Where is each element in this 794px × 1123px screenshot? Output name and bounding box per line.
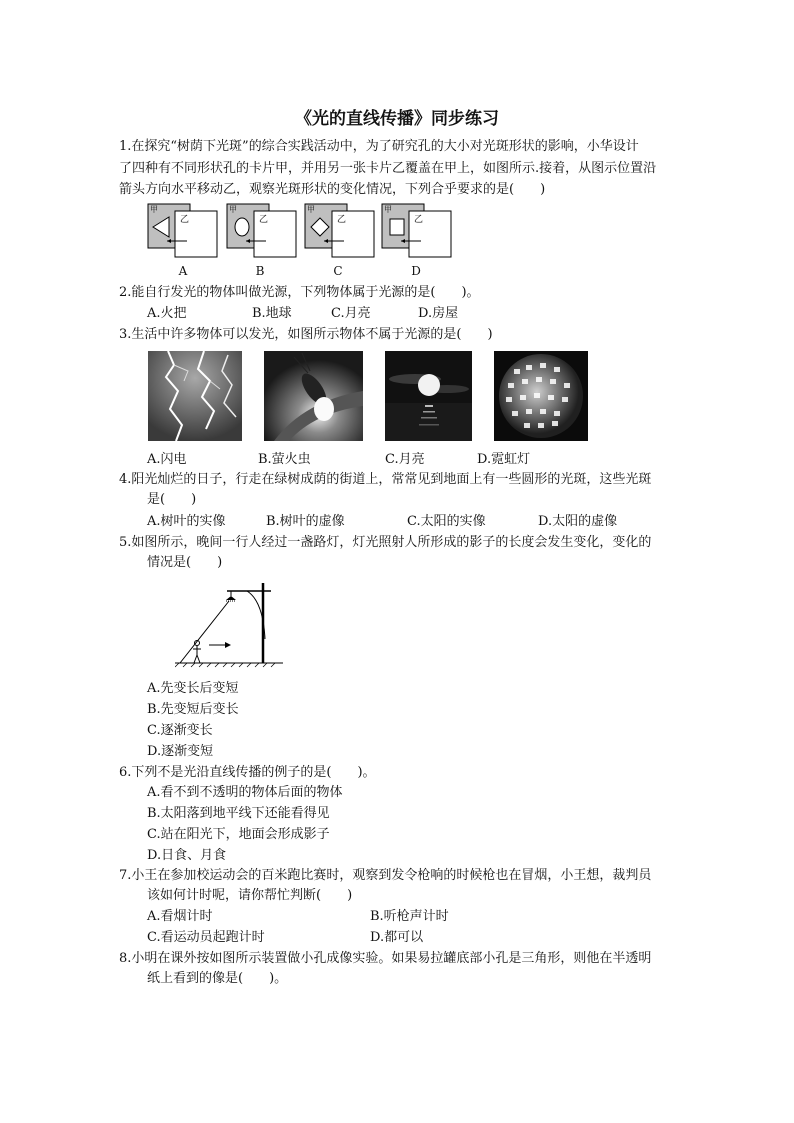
- q2-option-a: A.火把: [147, 306, 187, 321]
- q1-card-jia: 甲: [384, 205, 392, 214]
- q7-option-b: B.听枪声计时: [370, 909, 449, 924]
- q1-figure-b: [226, 203, 298, 259]
- q5-option-c: C.逐渐变长: [147, 723, 213, 738]
- q2-option-b: B.地球: [252, 306, 292, 321]
- q5-line-2: 情况是( ): [147, 555, 223, 570]
- q1-card-yi: 乙: [259, 215, 269, 225]
- q4-option-c: C.太阳的实像: [407, 514, 486, 529]
- q7-line-1: 7.小王在参加校运动会的百米跑比赛时，观察到发令枪响的时候枪也在冒烟，小王想，裁判员: [119, 868, 652, 883]
- q6-stem: 6.下列不是光沿直线传播的例子的是( )。: [119, 765, 376, 780]
- q2-option-c: C.月亮: [331, 306, 371, 321]
- q7-option-c: C.看运动员起跑计时: [147, 930, 265, 945]
- q5-option-b: B.先变短后变长: [147, 702, 239, 717]
- q6-option-c: C.站在阳光下，地面会形成影子: [147, 827, 330, 842]
- q5-option-d: D.逐渐变短: [147, 744, 214, 759]
- q5-line-1: 5.如图所示，晚间一行人经过一盏路灯，灯光照射人所形成的影子的长度会发生变化，变化的: [119, 535, 652, 550]
- q2-stem: 2.能自行发光的物体叫做光源，下列物体属于光源的是( )。: [119, 285, 480, 300]
- streetlamp-figure: [175, 579, 285, 669]
- q5-option-a: A.先变长后变短: [147, 681, 239, 696]
- q8-line-1: 8.小明在课外按如图所示装置做小孔成像实验。如果易拉罐底部小孔是三角形，则他在半透明: [119, 951, 652, 966]
- neon-light-photo: [494, 351, 588, 441]
- q1-card-jia: 甲: [307, 205, 315, 214]
- q1-label-b: B: [255, 264, 265, 278]
- q1-line-3: 箭头方向水平移动乙，观察光斑形状的变化情况，下列合乎要求的是( ): [119, 182, 546, 197]
- q2-option-d: D.房屋: [418, 306, 459, 321]
- q3-option-c: C.月亮: [385, 452, 425, 467]
- q3-stem: 3.生活中许多物体可以发光，如图所示物体不属于光源的是( ): [119, 327, 493, 342]
- q4-option-a: A.树叶的实像: [147, 514, 226, 529]
- q1-line-1: 1.在探究“树荫下光斑”的综合实践活动中，为了研究孔的大小对光斑形状的影响，小华设计: [119, 139, 639, 154]
- q1-line-2: 了四种有不同形状孔的卡片甲，并用另一张卡片乙覆盖在甲上，如图所示.接着，从图示位置沿: [119, 161, 657, 176]
- q1-label-c: C: [333, 264, 343, 278]
- q1-card-yi: 乙: [180, 215, 190, 225]
- q1-card-yi: 乙: [414, 215, 424, 225]
- q4-option-b: B.树叶的虚像: [266, 514, 345, 529]
- q1-card-jia: 甲: [229, 205, 237, 214]
- page-title: 《光的直线传播》同步练习: [295, 109, 499, 129]
- q6-option-a: A.看不到不透明的物体后面的物体: [147, 785, 343, 800]
- q3-option-b: B.萤火虫: [258, 452, 311, 467]
- q7-line-2: 该如何计时呢，请你帮忙判断( ): [147, 888, 353, 903]
- q3-option-d: D.霓虹灯: [477, 452, 531, 467]
- lightning-photo: [148, 351, 242, 441]
- q4-option-d: D.太阳的虚像: [538, 514, 618, 529]
- q1-label-d: D: [411, 264, 421, 278]
- q1-card-jia: 甲: [150, 205, 158, 214]
- q7-option-d: D.都可以: [370, 930, 424, 945]
- firefly-photo: [264, 351, 363, 441]
- q8-line-2: 纸上看到的像是( )。: [147, 971, 288, 986]
- q4-line-2: 是( ): [147, 492, 197, 507]
- q6-option-d: D.日食、月食: [147, 848, 227, 863]
- q1-card-yi: 乙: [337, 215, 347, 225]
- q1-figure-a: [147, 203, 219, 259]
- q7-option-a: A.看烟计时: [147, 909, 213, 924]
- q4-line-1: 4.阳光灿烂的日子，行走在绿树成荫的街道上，常常见到地面上有一些圆形的光斑，这些光斑: [119, 472, 652, 487]
- moon-photo: [385, 351, 472, 441]
- q3-option-a: A.闪电: [147, 452, 187, 467]
- q6-option-b: B.太阳落到地平线下还能看得见: [147, 806, 330, 821]
- q1-figure-d: [381, 203, 453, 259]
- q1-figure-c: [304, 203, 376, 259]
- q1-label-a: A: [178, 264, 188, 278]
